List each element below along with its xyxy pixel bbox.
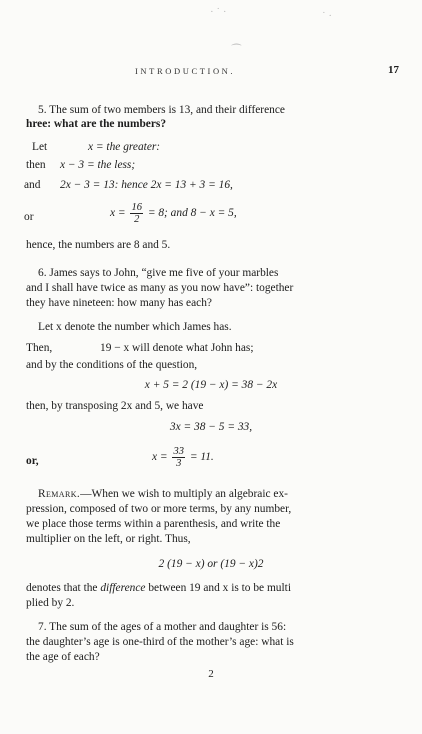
fraction-33-3: $\frac{33}{3}$ [173, 446, 184, 469]
p6-equation-3 [152, 446, 214, 469]
p5-and-word: and [24, 179, 41, 191]
p5-let-word: Let [32, 141, 48, 153]
p7-line1: 7. The sum of the ages of a mother and daughter is 56: [38, 621, 287, 633]
p6-eq3-x: x = [152, 451, 168, 464]
p5-then-word: then [26, 159, 46, 171]
p7-line3: the age of each? [26, 651, 100, 663]
p7-line2: the daughter’s age is one-third of the mother’s age: what is [26, 636, 294, 648]
p6-conditions: and by the conditions of the question, [26, 359, 198, 371]
p5-line2: hree: what are the numbers? [26, 118, 167, 130]
fraction-16-2: $\frac{16}{2}$ [131, 202, 142, 225]
p6-equation-2: 3x = 38 − 5 = 33, [169, 421, 253, 433]
p5-conclusion: hence, the numbers are 8 and 5. [26, 239, 171, 251]
p5-line1: 5. The sum of two members is 13, and their difference [38, 104, 285, 116]
remark-line6: plied by 2. [26, 597, 75, 609]
p5-or-word: or [24, 211, 34, 223]
p5-then-eq: x − 3 = the less; [60, 159, 136, 171]
running-title: INTRODUCTION. [135, 66, 236, 76]
p6-equation-1: x + 5 = 2 (19 − x) = 38 − 2x [144, 379, 278, 391]
page-number: 17 [388, 64, 399, 76]
remark-line5: denotes that the difference between 19 and x is to be multi [26, 582, 291, 594]
remark-line1-text: —When we wish to multiply an algebraic ex- [80, 488, 288, 500]
scan-smudge: · ˙ · [210, 6, 227, 18]
remark-equation: 2 (19 − x) or (19 − x)2 [158, 558, 264, 570]
p5-or-rest: = 8; and 8 − x = 5, [147, 207, 237, 220]
difference-italic: difference [100, 582, 146, 594]
p6-then-eq: 19 − x will denote what John has; [100, 342, 254, 354]
scan-smudge: ˙ · [322, 10, 333, 22]
p6-or-word: or, [26, 455, 39, 467]
remark-line3: we place those terms within a parenthesis, and write the [26, 518, 281, 530]
page-header [0, 66, 422, 82]
p5-or-equation [110, 202, 237, 225]
p6-then-word: Then, [26, 342, 53, 354]
remark-line4: multiplier on the left, or right. Thus, [26, 533, 191, 545]
p6-transpose: then, by transposing 2x and 5, we have [26, 400, 204, 412]
remark-line1 [38, 487, 288, 501]
p5-and-eq: 2x − 3 = 13: hence 2x = 13 + 3 = 16, [60, 179, 233, 191]
p6-line1: 6. James says to John, “give me five of your marbles [38, 267, 279, 279]
p5-let-eq: x = the greater: [88, 141, 161, 153]
p6-line2: and I shall have twice as many as you now have”: together [26, 282, 294, 294]
p6-eq3-rest: = 11. [189, 451, 214, 464]
p5-or-x: x = [110, 207, 126, 220]
signature-mark: 2 [208, 668, 214, 680]
remark-line2: pression, composed of two or more terms, by any number, [26, 503, 292, 515]
p6-line4: Let x denote the number which James has. [38, 321, 232, 333]
remark-label: Remark. [38, 488, 81, 500]
p6-line3: they have nineteen: how many has each? [26, 297, 212, 309]
scan-smudge: ⁀ [232, 45, 241, 57]
